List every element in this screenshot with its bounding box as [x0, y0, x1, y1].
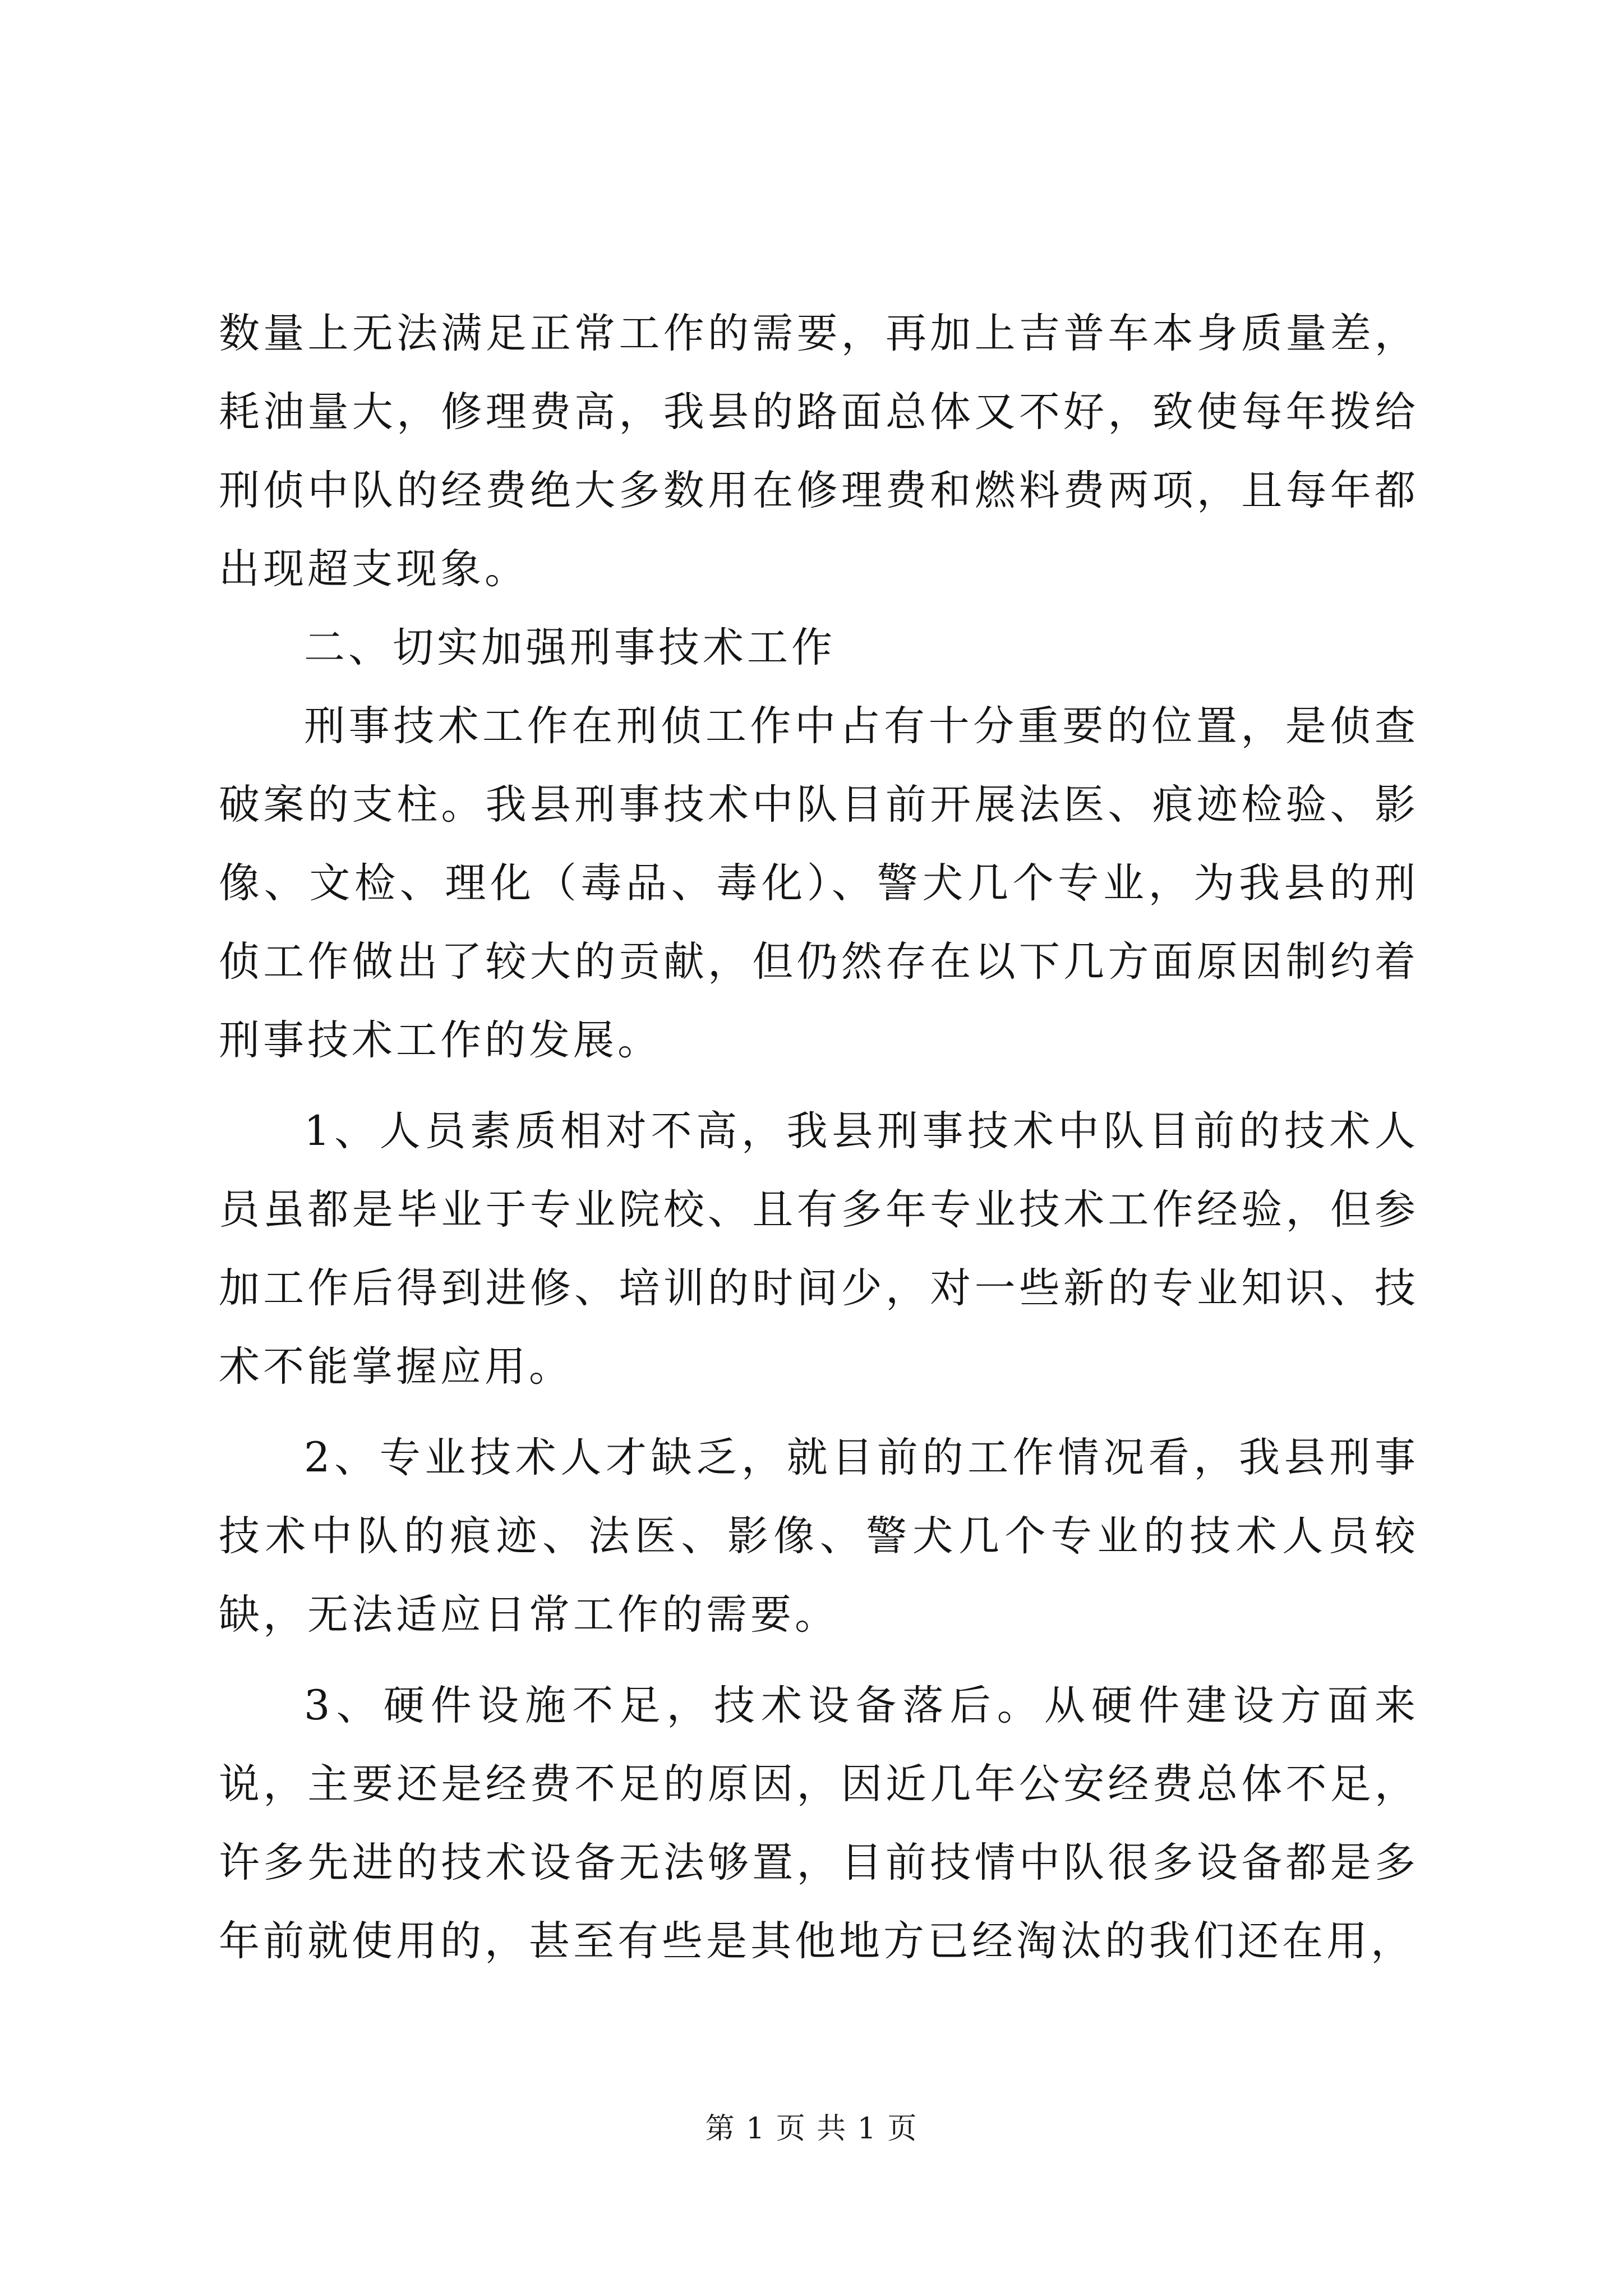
paragraph-continuation: 数量上无法满足正常工作的需要，再加上吉普车本身质量差，耗油量大，修理费高，我县的路面总体又不好，致使每年拨给刑侦中队的经费绝大多数用在修理费和燃料费两项，且每年都出现超支现象。: [219, 310, 1419, 593]
paragraph-item-2: 2、专业技术人才缺乏，就目前的工作情况看，我县刑事技术中队的痕迹、法医、影像、警犬几个专业的技术人员较缺，无法适应日常工作的需要。: [219, 1434, 1419, 1639]
paragraph-item-1: 1、人员素质相对不高，我县刑事技术中队目前的技术人员虽都是毕业于专业院校、且有多年专业技术工作经验，但参加工作后得到进修、培训的时间少，对一些新的专业知识、技术不能掌握应用。: [219, 1107, 1419, 1391]
section-heading: 二、切实加强刑事技术工作: [304, 624, 836, 671]
paragraph-item-3: 3、硬件设施不足，技术设备落后。从硬件建设方面来说，主要还是经费不足的原因，因近几年公安经费总体不足，许多先进的技术设备无法够置，目前技情中队很多设备都是多年前就使用的，甚至有些是其他地方已经淘汰的我们还在用，: [219, 1682, 1419, 1965]
paragraph-forensics-intro: 刑事技术工作在刑侦工作中占有十分重要的位置，是侦查破案的支柱。我县刑事技术中队目前开展法医、痕迹检验、影像、文检、理化（毒品、毒化）、警犬几个专业，为我县的刑侦工作做出了较大的贡献，但仍然存在以下几方面原因制约着刑事技术工作的发展。: [219, 702, 1419, 1064]
page-footer: 第 1 页 共 1 页: [705, 2112, 918, 2146]
document-body: [219, 295, 1419, 1981]
